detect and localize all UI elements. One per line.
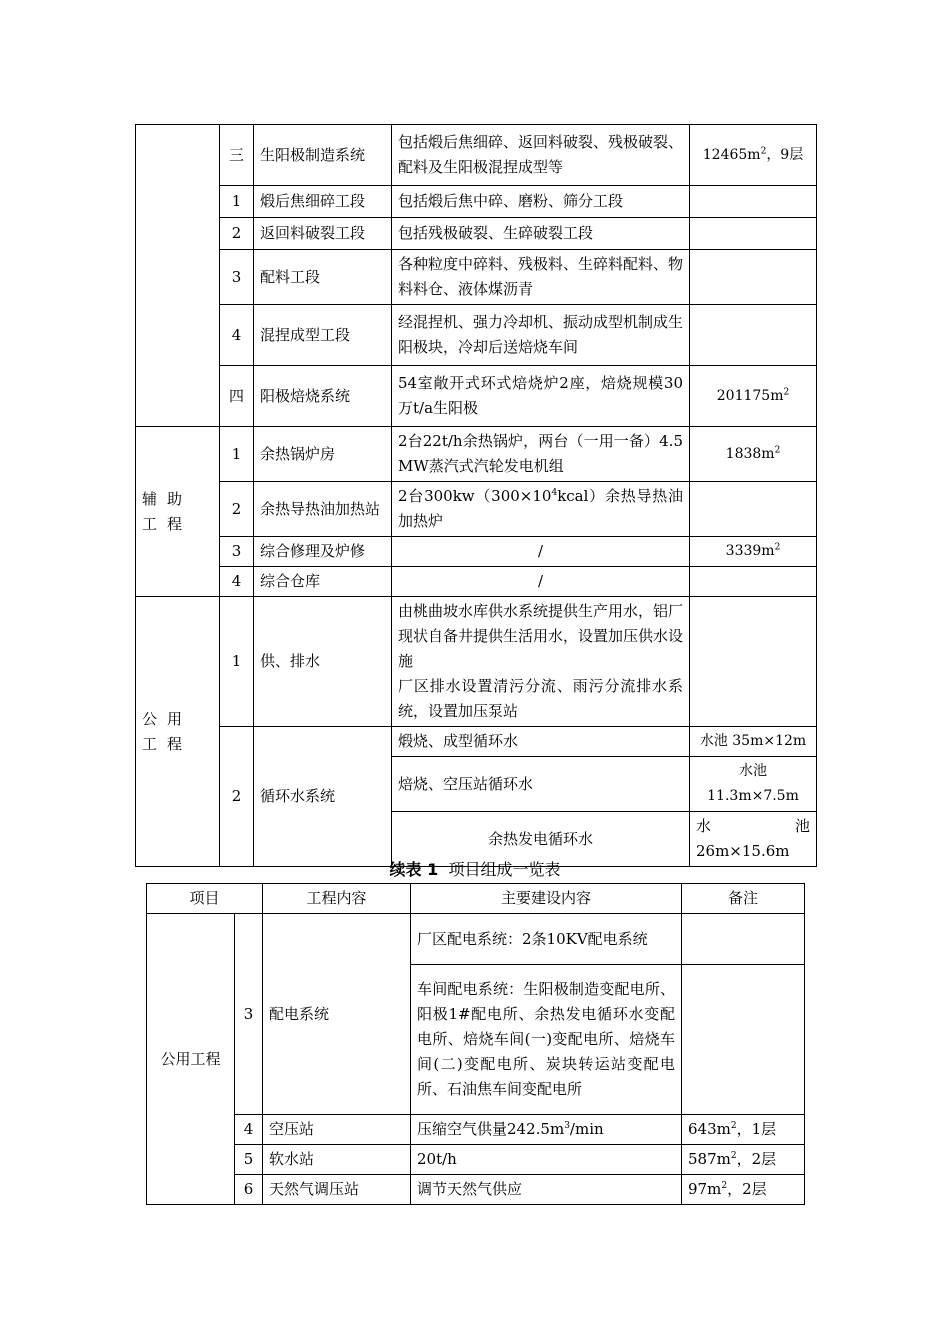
category-cell-aux: 辅助工程: [136, 427, 220, 597]
row-number: 3: [220, 537, 254, 567]
note-sup: 2: [783, 386, 790, 397]
row-number: 4: [220, 567, 254, 597]
row-name: 天然气调压站: [263, 1175, 411, 1205]
content-part-b: kcal）余热导热油加热炉: [398, 487, 684, 530]
row-content: 包括煅后焦中碎、磨粉、筛分工段: [392, 186, 690, 218]
row-number: 4: [220, 305, 254, 366]
row-number: 三: [220, 125, 254, 186]
note-value: 643m: [688, 1120, 731, 1138]
row-name: 阳极焙烧系统: [254, 366, 392, 427]
row-name: 配电系统: [263, 914, 411, 1115]
note-sup: 2: [774, 444, 781, 455]
table-row: [136, 727, 817, 757]
row-note: [690, 537, 817, 567]
row-note: [690, 186, 817, 218]
row-content: 包括残极破裂、生碎破裂工段: [392, 218, 690, 250]
row-content: 各种粒度中碎料、残极料、生碎料配料、物料料仓、液体煤沥青: [392, 250, 690, 305]
note-right: 池: [794, 817, 810, 835]
row-number: 3: [235, 914, 263, 1115]
content-part-a: 压缩空气供量242.5m: [417, 1120, 565, 1138]
note-sup: 2: [774, 542, 781, 553]
table-row: [136, 125, 817, 186]
row-name: 配料工段: [254, 250, 392, 305]
row-note: [682, 1115, 805, 1145]
row-name: 供、排水: [254, 597, 392, 727]
project-table-part1: [135, 124, 817, 867]
row-content: /: [392, 567, 690, 597]
row-content: 焙烧、空压站循环水: [392, 757, 690, 812]
row-number: 1: [220, 427, 254, 482]
row-content: 20t/h: [411, 1145, 682, 1175]
table-row: [147, 1115, 805, 1145]
content-part-b: /min: [569, 1120, 604, 1138]
row-note: [690, 597, 817, 727]
table-row: [136, 305, 817, 366]
row-content: 厂区配电系统：2条10KV配电系统: [411, 914, 682, 965]
row-note: [690, 567, 817, 597]
row-number: 3: [220, 250, 254, 305]
row-note: [690, 366, 817, 427]
row-content: [411, 1115, 682, 1145]
row-name: 煅后焦细碎工段: [254, 186, 392, 218]
note-value: 97m: [688, 1180, 722, 1198]
note-sup: 2: [730, 1151, 737, 1161]
note-spread-line: [696, 814, 810, 839]
row-number: 2: [220, 727, 254, 867]
note-value: 1838m: [725, 445, 775, 462]
row-note: [682, 965, 805, 1115]
row-note: 水池 35m×12m: [690, 727, 817, 757]
row-note: [682, 1145, 805, 1175]
project-table-part2: [146, 883, 805, 1205]
row-name: 混捏成型工段: [254, 305, 392, 366]
row-name: 综合修理及炉修: [254, 537, 392, 567]
header-row: [147, 884, 805, 914]
row-note: [690, 305, 817, 366]
row-number: 4: [235, 1115, 263, 1145]
row-content: /: [392, 537, 690, 567]
row-note: 水池 11.3m×7.5m: [690, 757, 817, 812]
note-rest: ，2层: [727, 1180, 767, 1198]
row-number: 1: [220, 186, 254, 218]
category-cell: 公用工程: [147, 914, 235, 1205]
row-content: 54室敞开式环式焙烧炉2座，焙烧规模30万t/a生阳极: [392, 366, 690, 427]
row-note: [690, 427, 817, 482]
row-content: 2台22t/h余热锅炉，两台（一用一备）4.5MW蒸汽式汽轮发电机组: [392, 427, 690, 482]
table-row: [136, 186, 817, 218]
row-note: [682, 914, 805, 965]
note-sup: 2: [760, 145, 767, 156]
row-note: [690, 218, 817, 250]
table-row: [136, 250, 817, 305]
row-name: 生阳极制造系统: [254, 125, 392, 186]
table-row: [136, 567, 817, 597]
category-cell-public: 公用工程: [136, 597, 220, 867]
header-content: 主要建设内容: [411, 884, 682, 914]
row-number: 2: [220, 482, 254, 537]
row-name: 综合仓库: [254, 567, 392, 597]
note-line2: 26m×15.6m: [696, 842, 790, 860]
table-row: [136, 218, 817, 250]
table-row: [147, 1175, 805, 1205]
row-name: 余热锅炉房: [254, 427, 392, 482]
note-rest: ，1层: [736, 1120, 777, 1138]
note-sup: 2: [721, 1181, 728, 1191]
row-content: 车间配电系统：生阳极制造变配电所、阳极1#配电所、余热发电循环水变配电所、焙烧车间(一)变配电所、焙烧车间(二)变配电所、炭块转运站变配电所、石油焦车间变配电所: [411, 965, 682, 1115]
category-cell-main: [136, 125, 220, 427]
content-part-a: 2台300kw（300×10: [398, 487, 552, 505]
note-rest: ，9层: [766, 146, 804, 163]
note-left: 水: [696, 817, 712, 835]
note-rest: ，2层: [736, 1150, 777, 1168]
table-row: [147, 1145, 805, 1175]
note-value: 587m: [688, 1150, 731, 1168]
row-content: 余热发电循环水: [392, 812, 690, 867]
row-number: 6: [235, 1175, 263, 1205]
row-note: [690, 250, 817, 305]
table-caption: [0, 858, 950, 882]
note-value: 3339m: [725, 543, 775, 559]
row-name: 返回料破裂工段: [254, 218, 392, 250]
row-name: 循环水系统: [254, 727, 392, 867]
row-content: [392, 482, 690, 537]
table-row: [136, 537, 817, 567]
row-name: 空压站: [263, 1115, 411, 1145]
table-row: [136, 482, 817, 537]
table-row: [136, 597, 817, 727]
row-note: [690, 125, 817, 186]
row-content: 经混捏机、强力冷却机、振动成型机制成生阳极块，冷却后送焙烧车间: [392, 305, 690, 366]
row-number: 2: [220, 218, 254, 250]
row-content: 由桃曲坡水库供水系统提供生产用水，铝厂现状自备井提供生活用水，设置加压供水设施 厂区排水设置清污分流、雨污分流排水系统，设置加压泵站: [392, 597, 690, 727]
note-sup: 2: [730, 1121, 737, 1131]
header-note: 备注: [682, 884, 805, 914]
row-note: [690, 482, 817, 537]
table-row: [147, 914, 805, 965]
header-project: 项目: [147, 884, 263, 914]
row-content: 包括煅后焦细碎、返回料破裂、残极破裂、配料及生阳极混捏成型等: [392, 125, 690, 186]
caption-text: 项目组成一览表: [448, 860, 561, 879]
row-number: 1: [220, 597, 254, 727]
table-row: [136, 427, 817, 482]
row-content: 煅烧、成型循环水: [392, 727, 690, 757]
caption-bold: 续表 1: [389, 860, 439, 879]
note-value: 12465m: [702, 146, 761, 163]
row-note: [682, 1175, 805, 1205]
content-sup: 4: [551, 488, 558, 498]
row-content: 调节天然气供应: [411, 1175, 682, 1205]
row-name: 软水站: [263, 1145, 411, 1175]
row-number: 5: [235, 1145, 263, 1175]
row-name: 余热导热油加热站: [254, 482, 392, 537]
header-work: 工程内容: [263, 884, 411, 914]
table-row: [136, 366, 817, 427]
content-sup: 3: [564, 1121, 570, 1131]
note-value: 201175m: [716, 387, 784, 404]
row-number: 四: [220, 366, 254, 427]
